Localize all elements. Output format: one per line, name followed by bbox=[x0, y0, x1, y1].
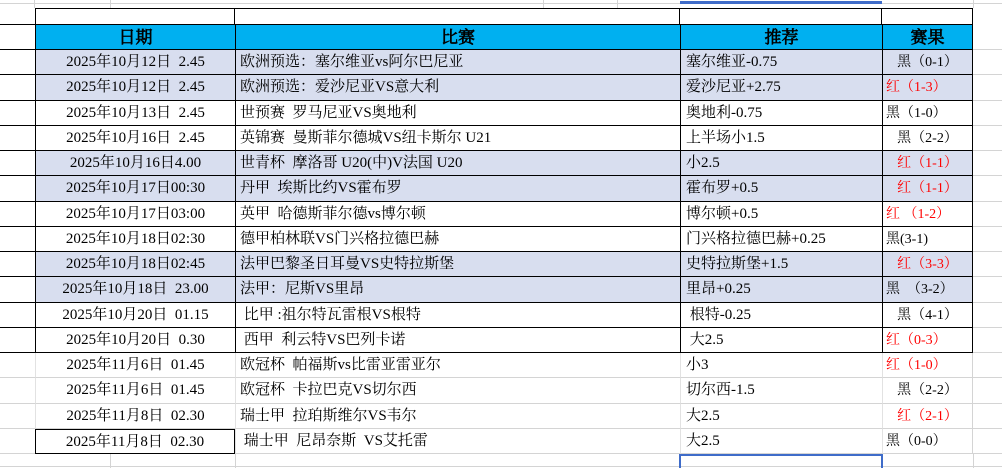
left-margin-cell bbox=[0, 328, 35, 353]
left-margin-cell bbox=[0, 50, 35, 75]
date-cell[interactable]: 2025年10月13日 2.45 bbox=[35, 101, 235, 126]
match-cell[interactable]: 瑞士甲 拉珀斯维尔VS韦尔 bbox=[235, 404, 680, 429]
header-right-margin bbox=[973, 24, 1002, 50]
match-cell[interactable]: 德甲柏林联VS门兴格拉德巴赫 bbox=[235, 227, 680, 252]
match-cell[interactable]: 比甲 :祖尔特瓦雷根VS根特 bbox=[235, 303, 680, 328]
right-margin-cell bbox=[973, 176, 1002, 201]
pick-cell[interactable]: 史特拉斯堡+1.5 bbox=[680, 252, 882, 277]
result-cell[interactable]: 黑 （3-2） bbox=[882, 277, 973, 302]
result-cell[interactable]: 黑（0-1） bbox=[882, 50, 973, 75]
header-pick[interactable]: 推荐 bbox=[680, 24, 882, 50]
match-cell[interactable]: 欧冠杯 帕福斯vs比雷亚雷亚尔 bbox=[235, 353, 680, 378]
left-margin-cell bbox=[0, 126, 35, 151]
pick-cell[interactable]: 大2.5 bbox=[680, 328, 882, 353]
date-cell[interactable]: 2025年10月18日02:45 bbox=[35, 252, 235, 277]
left-margin-cell bbox=[0, 429, 35, 454]
right-margin-cell bbox=[973, 75, 1002, 100]
date-cell[interactable]: 2025年10月16日 2.45 bbox=[35, 126, 235, 151]
top-strip bbox=[0, 0, 1002, 24]
gridline bbox=[543, 0, 544, 8]
left-margin-cell bbox=[0, 176, 35, 201]
gridline bbox=[34, 0, 35, 8]
right-margin-cell bbox=[973, 50, 1002, 75]
pick-cell[interactable]: 切尔西-1.5 bbox=[680, 378, 882, 403]
left-margin-cell bbox=[0, 101, 35, 126]
table-row bbox=[0, 353, 1002, 378]
left-margin-cell bbox=[0, 353, 35, 378]
selected-cell-outline[interactable] bbox=[679, 454, 883, 468]
left-margin-cell bbox=[0, 404, 35, 429]
match-cell[interactable]: 英甲 哈德斯菲尔德vs博尔顿 bbox=[235, 202, 680, 227]
gridline bbox=[110, 454, 111, 468]
match-cell[interactable]: 欧洲预选：塞尔维亚vs阿尔巴尼亚 bbox=[235, 50, 680, 75]
empty-cell[interactable] bbox=[234, 8, 680, 25]
table-row bbox=[0, 429, 1002, 454]
result-cell[interactable]: 红（2-1） bbox=[882, 404, 973, 429]
pick-cell[interactable]: 霍布罗+0.5 bbox=[680, 176, 882, 201]
table-header bbox=[0, 24, 1002, 50]
left-margin-cell bbox=[0, 378, 35, 403]
result-cell[interactable]: 红（1-1） bbox=[882, 151, 973, 176]
right-margin-cell bbox=[973, 151, 1002, 176]
pick-cell[interactable]: 上半场小1.5 bbox=[680, 126, 882, 151]
result-cell[interactable]: 黑（4-1） bbox=[882, 303, 973, 328]
result-cell[interactable]: 黑（2-2） bbox=[882, 378, 973, 403]
date-cell[interactable]: 2025年10月12日 2.45 bbox=[35, 75, 235, 100]
table-row bbox=[0, 126, 1002, 151]
table-row bbox=[0, 404, 1002, 429]
pick-cell[interactable]: 小2.5 bbox=[680, 151, 882, 176]
match-cell[interactable]: 英锦赛 曼斯菲尔德城VS纽卡斯尔 U21 bbox=[235, 126, 680, 151]
pick-cell[interactable]: 门兴格拉德巴赫+0.25 bbox=[680, 227, 882, 252]
match-cell[interactable]: 欧冠杯 卡拉巴克VS切尔西 bbox=[235, 378, 680, 403]
empty-cell[interactable] bbox=[881, 8, 973, 25]
pick-cell[interactable]: 里昂+0.25 bbox=[680, 277, 882, 302]
left-margin-cell bbox=[0, 303, 35, 328]
match-cell[interactable]: 西甲 利云特VS巴列卡诺 bbox=[235, 328, 680, 353]
date-cell[interactable]: 2025年10月16日4.00 bbox=[35, 151, 235, 176]
gridline bbox=[235, 454, 236, 468]
result-cell[interactable]: 红 （1-2） bbox=[882, 202, 973, 227]
table-row bbox=[0, 252, 1002, 277]
pick-cell[interactable]: 大2.5 bbox=[680, 429, 882, 454]
result-cell[interactable]: 红（3-3） bbox=[882, 252, 973, 277]
date-cell[interactable]: 2025年10月20日 0.30 bbox=[35, 328, 235, 353]
left-margin-cell bbox=[0, 252, 35, 277]
right-margin-cell bbox=[973, 101, 1002, 126]
left-margin-cell bbox=[0, 75, 35, 100]
selection-border-remnant bbox=[680, 1, 882, 4]
table-row bbox=[0, 227, 1002, 252]
table-row bbox=[0, 75, 1002, 100]
right-margin-cell bbox=[973, 328, 1002, 353]
date-cell[interactable]: 2025年10月12日 2.45 bbox=[35, 50, 235, 75]
table-row bbox=[0, 176, 1002, 201]
table-body bbox=[0, 50, 1002, 454]
date-cell[interactable]: 2025年11月8日 02.30 bbox=[35, 404, 235, 429]
gridline bbox=[617, 0, 618, 8]
date-cell[interactable]: 2025年11月8日 02.30 bbox=[35, 429, 235, 454]
empty-cell[interactable] bbox=[35, 8, 235, 25]
right-margin-cell bbox=[973, 404, 1002, 429]
left-margin-cell bbox=[0, 151, 35, 176]
right-margin-cell bbox=[973, 353, 1002, 378]
pick-cell[interactable]: 博尔顿+0.5 bbox=[680, 202, 882, 227]
result-cell[interactable]: 黑（2-2） bbox=[882, 126, 973, 151]
match-cell[interactable]: 法甲巴黎圣日耳曼VS史特拉斯堡 bbox=[235, 252, 680, 277]
bottom-strip bbox=[0, 454, 1002, 468]
table-row bbox=[0, 101, 1002, 126]
pick-cell[interactable]: 根特-0.25 bbox=[680, 303, 882, 328]
right-margin-cell bbox=[973, 126, 1002, 151]
right-margin-cell bbox=[973, 303, 1002, 328]
pick-cell[interactable]: 奥地利-0.75 bbox=[680, 101, 882, 126]
date-cell[interactable]: 2025年10月18日02:30 bbox=[35, 227, 235, 252]
match-cell[interactable]: 瑞士甲 尼昂奈斯 VS艾托雷 bbox=[235, 429, 680, 454]
table-row bbox=[0, 378, 1002, 403]
right-margin-cell bbox=[973, 429, 1002, 454]
right-margin-cell bbox=[973, 378, 1002, 403]
result-cell[interactable]: 红（1-1） bbox=[882, 176, 973, 201]
right-margin-cell bbox=[973, 252, 1002, 277]
left-margin-cell bbox=[0, 202, 35, 227]
match-cell[interactable]: 法甲：尼斯VS里昂 bbox=[235, 277, 680, 302]
table-row bbox=[0, 277, 1002, 302]
result-cell[interactable]: 红（1-0） bbox=[882, 353, 973, 378]
gridline bbox=[973, 0, 974, 8]
pick-cell[interactable]: 大2.5 bbox=[680, 404, 882, 429]
table-row bbox=[0, 202, 1002, 227]
pick-cell[interactable]: 塞尔维亚-0.75 bbox=[680, 50, 882, 75]
table-row bbox=[0, 303, 1002, 328]
match-cell[interactable]: 世青杯 摩洛哥 U20(中)V法国 U20 bbox=[235, 151, 680, 176]
match-cell[interactable]: 欧洲预选：爱沙尼亚VS意大利 bbox=[235, 75, 680, 100]
header-result[interactable]: 赛果 bbox=[882, 24, 973, 50]
header-date[interactable]: 日期 bbox=[35, 24, 235, 50]
match-cell[interactable]: 丹甲 埃斯比约VS霍布罗 bbox=[235, 176, 680, 201]
date-cell[interactable]: 2025年10月18日 23.00 bbox=[35, 277, 235, 302]
pick-cell[interactable]: 小3 bbox=[680, 353, 882, 378]
right-margin-cell bbox=[973, 277, 1002, 302]
match-cell[interactable]: 世预赛 罗马尼亚VS奥地利 bbox=[235, 101, 680, 126]
date-cell[interactable]: 2025年10月20日 01.15 bbox=[35, 303, 235, 328]
header-margin-stub bbox=[0, 24, 35, 50]
left-margin-cell bbox=[0, 227, 35, 252]
result-cell[interactable]: 红（0-3） bbox=[882, 328, 973, 353]
date-cell[interactable]: 2025年10月17日03:00 bbox=[35, 202, 235, 227]
result-cell[interactable]: 红（1-3） bbox=[882, 75, 973, 100]
date-cell[interactable]: 2025年10月17日00:30 bbox=[35, 176, 235, 201]
date-cell[interactable]: 2025年11月6日 01.45 bbox=[35, 378, 235, 403]
left-margin-cell bbox=[0, 277, 35, 302]
table-row bbox=[0, 328, 1002, 353]
result-cell[interactable]: 黑（1-0） bbox=[882, 101, 973, 126]
gridline bbox=[110, 0, 111, 8]
pick-cell[interactable]: 爱沙尼亚+2.75 bbox=[680, 75, 882, 100]
date-cell[interactable]: 2025年11月6日 01.45 bbox=[35, 353, 235, 378]
right-margin-cell bbox=[973, 227, 1002, 252]
header-match[interactable]: 比赛 bbox=[235, 24, 680, 50]
result-cell[interactable]: 黑（0-0） bbox=[882, 429, 973, 454]
result-cell[interactable]: 黑(3-1) bbox=[882, 227, 973, 252]
table-row bbox=[0, 50, 1002, 75]
right-margin-cell bbox=[973, 202, 1002, 227]
table-row bbox=[0, 151, 1002, 176]
empty-cell[interactable] bbox=[679, 8, 882, 25]
gridline bbox=[973, 454, 974, 468]
